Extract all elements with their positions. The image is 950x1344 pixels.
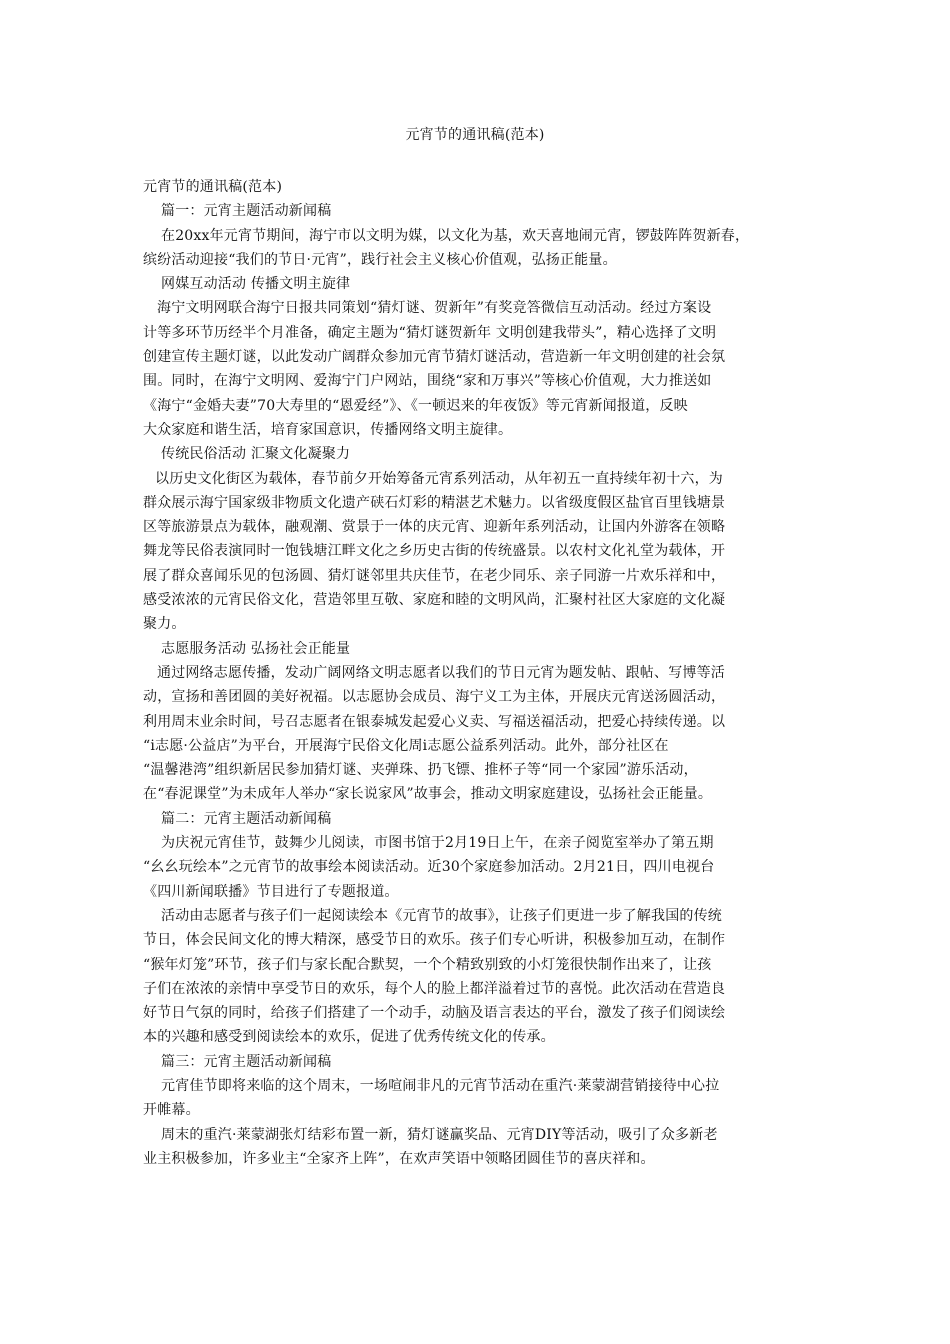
paragraph-line: 子们在浓浓的亲情中享受节日的欢乐，每个人的脸上都洋溢着过节的喜悦。此次活动在营造良 <box>143 980 726 997</box>
body-heading: 元宵节的通讯稿(范本) <box>143 179 283 195</box>
section-heading-1: 篇一：元宵主题活动新闻稿 <box>161 203 332 220</box>
section-heading-3: 篇三：元宵主题活动新闻稿 <box>161 1053 332 1070</box>
paragraph-line: 大众家庭和谐生活，培育家国意识，传播网络文明主旋律。 <box>143 421 513 438</box>
paragraph-line: 元宵佳节即将来临的这个周末，一场喧闹非凡的元宵节活动在重汽·莱蒙湖营销接待中心拉 <box>161 1077 720 1094</box>
section-heading-2: 篇二：元宵主题活动新闻稿 <box>161 810 332 827</box>
paragraph-line: 《海宁“金婚夫妻”70大寿里的“恩爱经”》、《一顿迟来的年夜饭》等元宵新闻报道，反映 <box>143 397 688 414</box>
paragraph-line: 好节日气氛的同时，给孩子们搭建了一个动手，动脑及语言表达的平台，激发了孩子们阅读绘 <box>143 1005 726 1022</box>
paragraph-line: 聚力。 <box>143 616 186 633</box>
subheading: 传统民俗活动 汇聚文化凝聚力 <box>161 446 351 463</box>
paragraph-line: 计等多环节历经半个月准备，确定主题为“猜灯谜贺新年 文明创建我带头”，精心选择了文明 <box>143 324 717 341</box>
paragraph-line: 以历史文化街区为载体，春节前夕开始筹备元宵系列活动，从年初五一直持续年初十六，为 <box>155 470 723 487</box>
document-title: 元宵节的通讯稿(范本) <box>405 127 545 143</box>
subheading: 志愿服务活动 弘扬社会正能量 <box>161 640 351 657</box>
paragraph-line: 为庆祝元宵佳节，鼓舞少儿阅读，市图书馆于2月19日上午，在亲子阅览室举办了第五期 <box>161 835 714 852</box>
paragraph-line: 创建宣传主题灯谜，以此发动广阔群众参加元宵节猜灯谜活动，营造新一年文明创建的社会氛 <box>143 349 726 366</box>
paragraph-line: 活动由志愿者与孩子们一起阅读绘本《元宵节的故事》，让孩子们更进一步了解我国的传统 <box>161 907 722 924</box>
paragraph-line: 节日，体会民间文化的博大精深，感受节日的欢乐。孩子们专心听讲，积极参加互动，在制作 <box>143 932 726 949</box>
paragraph-line: 围。同时，在海宁文明网、爱海宁门户网站，围绕“家和万事兴”等核心价值观，大力推送如 <box>143 373 712 390</box>
paragraph-line: 缤纷活动迎接“我们的节日·元宵”，践行社会主义核心价值观，弘扬正能量。 <box>143 251 617 268</box>
paragraph-line: 通过网络志愿传播，发动广阔网络文明志愿者以我们的节日元宵为题发帖、跟帖、写博等活 <box>157 664 725 681</box>
paragraph-line: 周末的重汽·莱蒙湖张灯结彩布置一新，猜灯谜赢奖品、元宵DIY等活动，吸引了众多新老 <box>161 1126 718 1143</box>
paragraph-line: 感受浓浓的元宵民俗文化，营造邻里互敬、家庭和睦的文明风尚，汇聚村社区大家庭的文化凝 <box>143 592 726 609</box>
paragraph-line: 在“春泥课堂”为未成年人举办“家长说家风”故事会，推动文明家庭建设，弘扬社会正能量。 <box>143 786 713 803</box>
paragraph-line: 《四川新闻联播》节目进行了专题报道。 <box>143 883 399 900</box>
paragraph-line: 利用周末业余时间，号召志愿者在银泰城发起爱心义卖、写福送福活动，把爱心持续传递。以 <box>143 713 726 730</box>
paragraph-line: “猴年灯笼”环节，孩子们与家长配合默契，一个个精致别致的小灯笼很快制作出来了，让孩 <box>143 956 712 973</box>
paragraph-line: 群众展示海宁国家级非物质文化遗产硖石灯彩的精湛艺术魅力。以省级度假区盐官百里钱塘景 <box>143 494 726 511</box>
paragraph-line: “幺幺玩绘本”之元宵节的故事绘本阅读活动。近30个家庭参加活动。2月21日，四川电视台 <box>143 859 715 876</box>
subheading: 网媒互动活动 传播文明主旋律 <box>161 276 351 293</box>
paragraph-line: 业主积极参加，许多业主“全家齐上阵”，在欢声笑语中领略团圆佳节的喜庆祥和。 <box>143 1150 655 1167</box>
paragraph-line: 舞龙等民俗表演同时一饱钱塘江畔文化之乡历史古街的传统盛景。以农村文化礼堂为载体，开 <box>143 543 726 560</box>
paragraph-line: 展了群众喜闻乐见的包汤圆、猜灯谜邻里共庆佳节，在老少同乐、亲子同游一片欢乐祥和中， <box>143 567 726 584</box>
paragraph-line: 海宁文明网联合海宁日报共同策划“猜灯谜、贺新年”有奖竞答微信互动活动。经过方案设 <box>157 300 712 317</box>
paragraph-line: “i志愿·公益店”为平台，开展海宁民俗文化周i志愿公益系列活动。此外，部分社区在 <box>143 737 669 754</box>
paragraph-line: 在20xx年元宵节期间，海宁市以文明为媒，以文化为基，欢天喜地闹元宵，锣鼓阵阵贺新春， <box>161 227 750 244</box>
paragraph-line: 开帷幕。 <box>143 1102 200 1119</box>
paragraph-line: 动，宣扬和善团圆的美好祝福。以志愿协会成员、海宁义工为主体，开展庆元宵送汤圆活动， <box>143 689 726 706</box>
paragraph-line: “温馨港湾”组织新居民参加猜灯谜、夹弹珠、扔飞镖、推杯子等“同一个家园”游乐活动， <box>143 762 698 779</box>
paragraph-line: 本的兴趣和感受到阅读绘本的欢乐，促进了优秀传统文化的传承。 <box>143 1029 555 1046</box>
paragraph-line: 区等旅游景点为载体，融观潮、赏景于一体的庆元宵、迎新年系列活动，让国内外游客在领略 <box>143 519 726 536</box>
document-body <box>143 175 810 1171</box>
